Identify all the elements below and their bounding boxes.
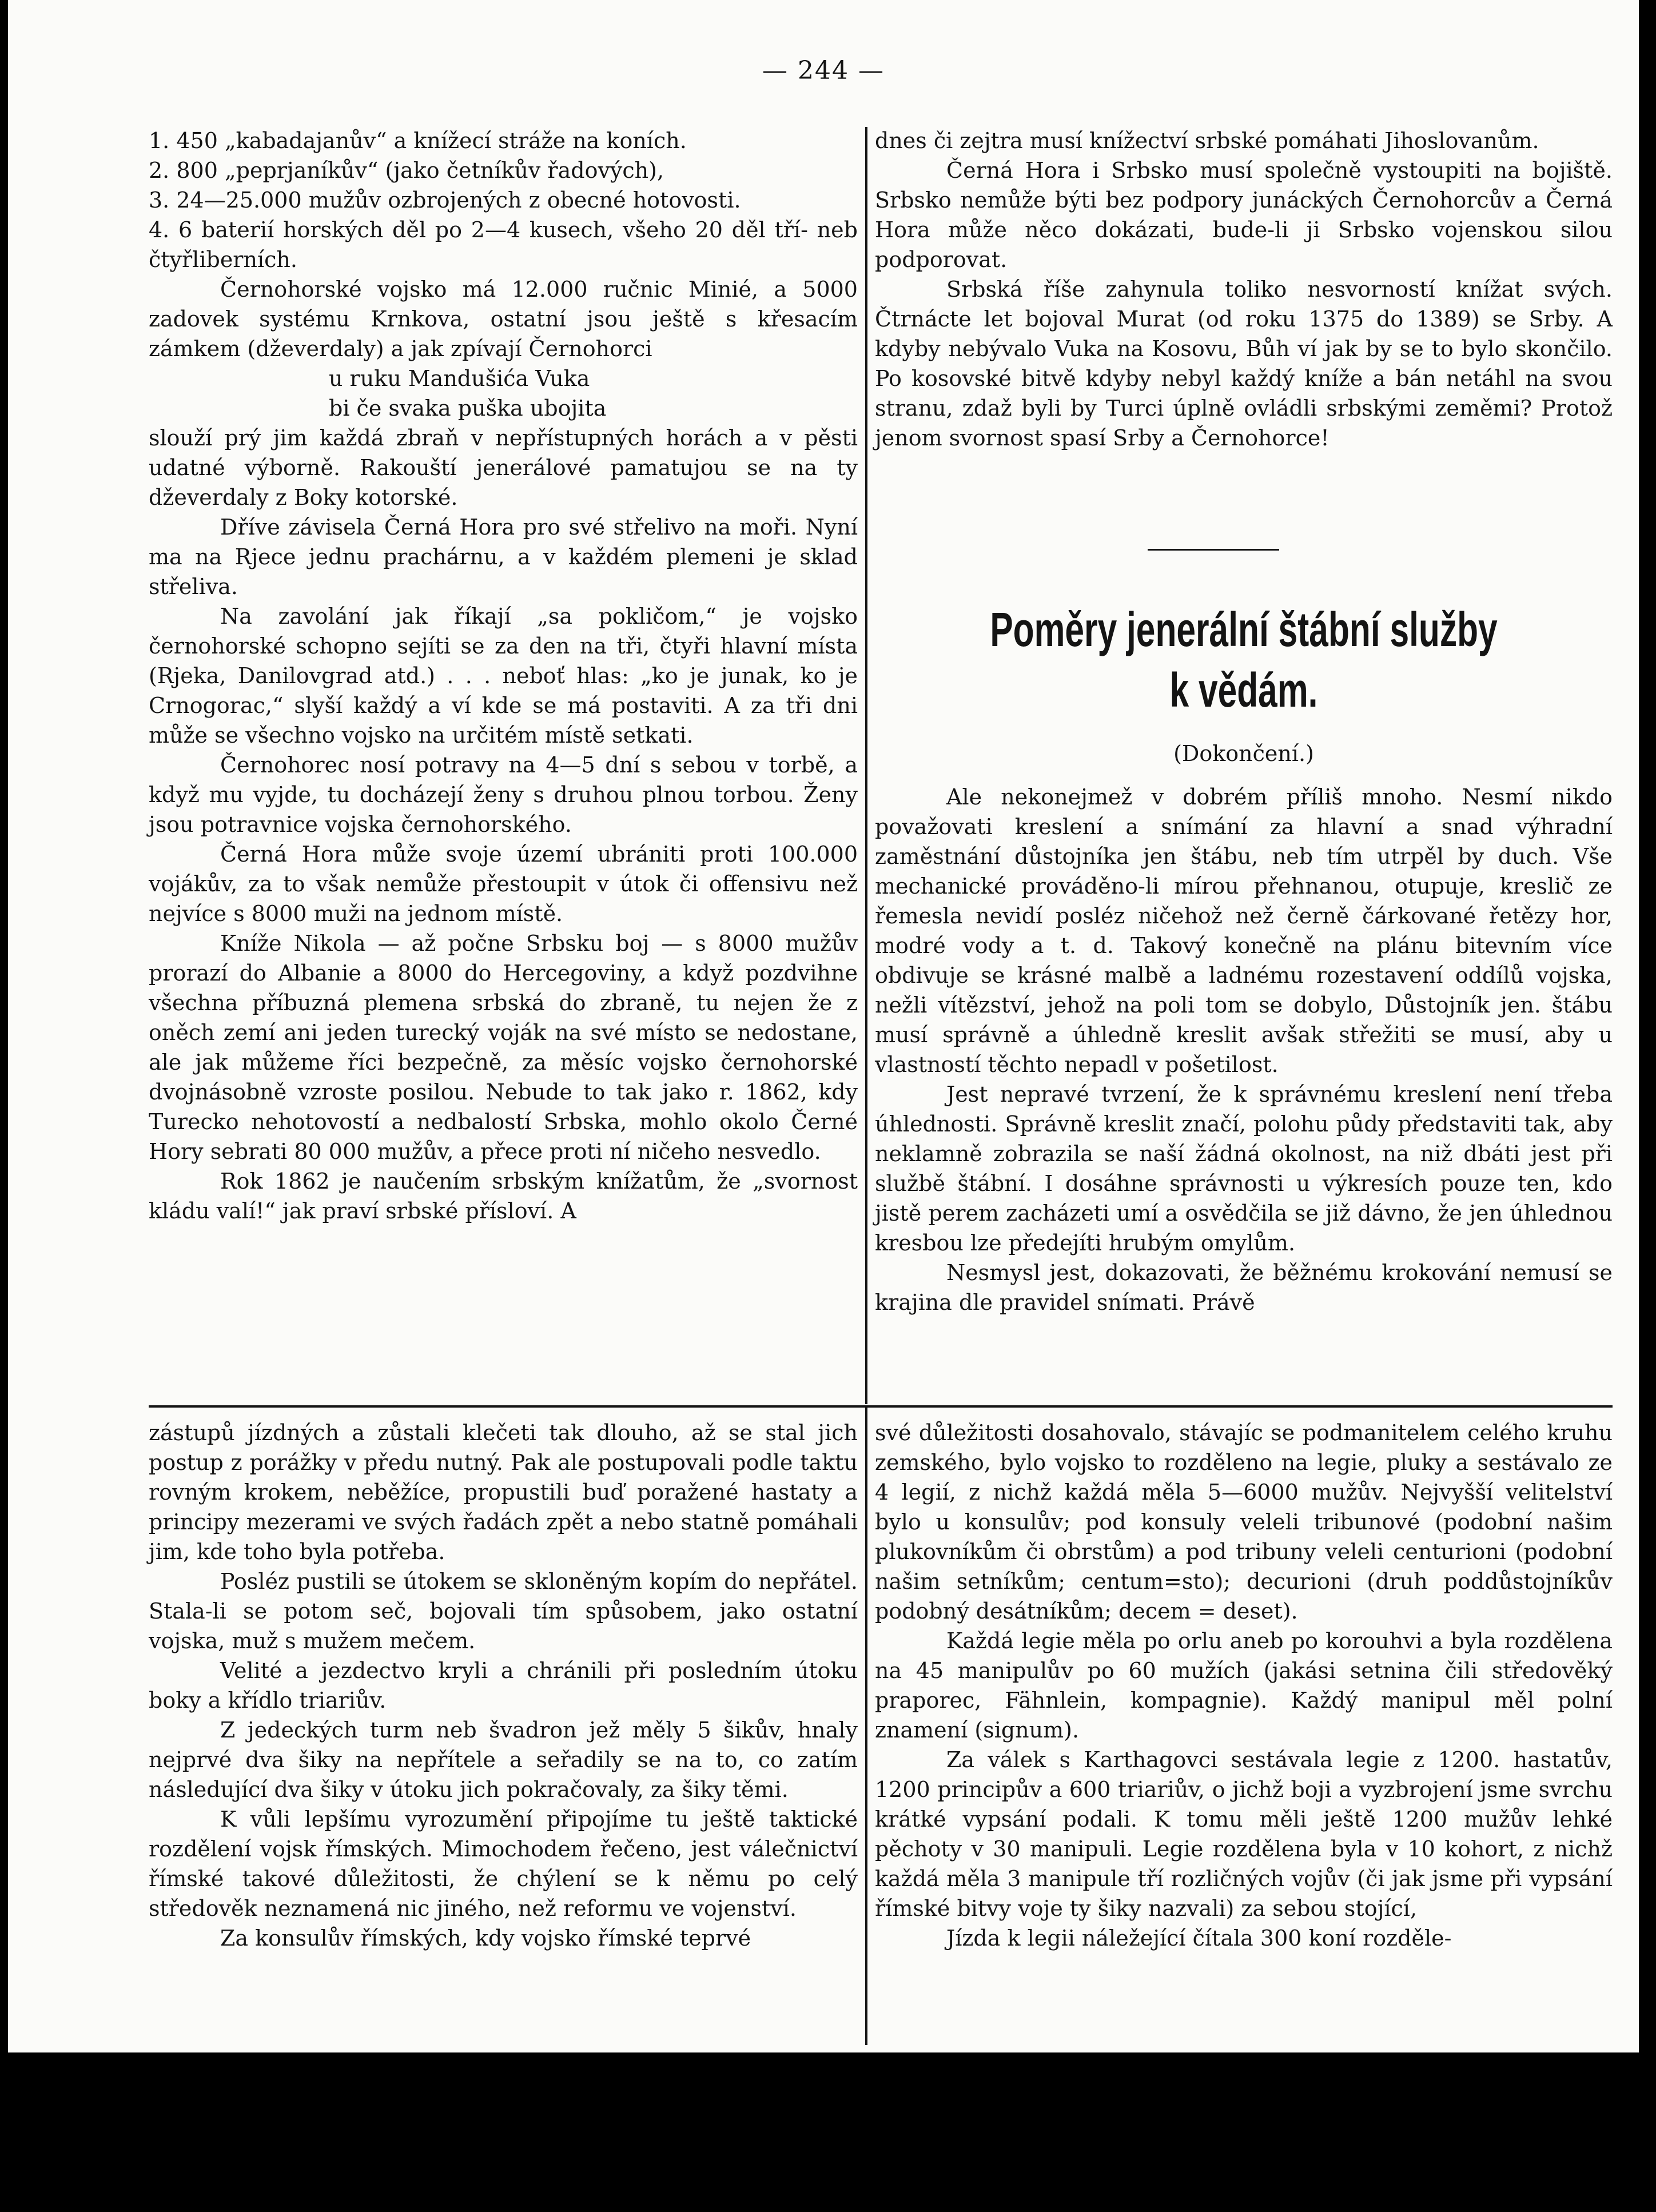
paragraph: své důležitosti dosahovalo, stávajíc se podmanitelem celého kruhu zemského, bylo vojsko to rozděleno na legie, pluky a sestávalo ze 4 legií, z nichž každá měla 5—6000 mužův. Nejvyšší velitelství bylo u konsulův; pod konsuly veleli tribunové (podobní našim plukovníkům či obrstům) a pod tribuny veleli centurioni (podobní našim setníkům; centum=sto); decurioni (druh poddůstojníkův podobný desátníkům; decem = deset). [875,1420,1613,1624]
article-title: Poměry jenerální štábní služby k vědám. [990,603,1498,717]
paragraph: Za válek s Karthagovci sestávala legie z 1200. hastatův, 1200 principův a 600 triariův, o jichž boji a vyzbrojení jsme svrchu krátké vypsání podali. K tomu měli ještě 1200 mužův lehké pěchoty v 30 manipuli. Legie rozdělena byla v 10 kohort, z nichž každá měla 3 manipule tří rozličných vojův (či jak jsme při vypsání římské bitvy voje ty šiky nazvali) za sebou stojící, [875,1747,1613,1921]
paragraph: Každá legie měla po orlu aneb po korouhvi a byla rozdělena na 45 manipulův po 60 mužích (jakási setnina čili středověký praporec, Fähnlein, kompagnie). Každý manipul měl polní znamení (signum). [875,1628,1613,1743]
paragraph: Za konsulův římských, kdy vojsko římské teprvé [220,1926,751,1951]
article-body [875,782,1613,1317]
upper-right-column [875,126,1613,453]
paragraph: Nesmysl jest, dokazovati, že běžnému krokování nemusí se krajina dle pravidel snímati. Právě [875,1260,1613,1315]
upper-left-column [149,126,858,1226]
paragraph: Velité a jezdectvo kryli a chránili při posledním útoku boky a křídlo triariův. [149,1658,858,1713]
paragraph: Jest nepravé tvrzení, že k správnému kreslení není třeba úhlednosti. Správně kreslit značí, polohu půdy představiti tak, aby neklamně zobrazila se naší žádná okolnost, na niž dbáti jest při službě štábní. I dosáhne správnosti u výkresích pouze ten, kdo jistě perem zacházeti umí a osvědčila se již dávno, že jen úhlednou kresbou lze předejíti hrubým omylům. [875,1082,1613,1256]
paragraph: Černá Hora i Srbsko musí společně vystoupiti na bojiště. Srbsko nemůže býti bez podpory junáckých Černohorcův a Černá Hora může něco dokázati, bude-li ji Srbsko vojenskou silou podporovat. [875,158,1613,272]
paragraph: Kníže Nikola — až počne Srbsku boj — s 8000 mužův prorazí do Albanie a 8000 do Hercegoviny, a když pozdvihne všechna příbuzná plemena srbská do zbraně, tu nejen že z oněch zemí ani jeden turecký voják na své místo se nedostane, ale jak můžeme říci bezpečně, za měsíc vojsko černohorské dvojnásobně vzroste posilou. Nebude to tak jako r. 1862, kdy Turecko nehotovostí a nedbalostí Srbska, mohlo okolo Černé Hory sebrati 80 000 mužův, a přece proti ní ničeho nesvedlo. [149,931,858,1164]
column-divider [865,127,867,1404]
article-subtitle: (Dokončení.) [1173,741,1314,766]
newspaper-page [8,0,1639,2052]
paragraph: Jízda k legii náležející čítala 300 koní rozděle- [946,1926,1452,1951]
paragraph: K vůli lepšímu vyrozumění připojíme tu ještě taktické rozdělení vojsk římských. Mimochodem řečeno, jest válečnictví římské takové důležitosti, že chýlení se k němu po celý středověk neznamená nic jiného, než reformu ve vojenství. [149,1807,858,1921]
paragraph: Posléz pustili se útokem se skloněným kopím do nepřátel. Stala-li se potom seč, bojovali tím spůsobem, jako ostatní vojska, muž s mužem mečem. [149,1569,858,1653]
column-divider [865,1408,867,2045]
paragraph: Černohorské vojsko má 12.000 ručnic Minié, a 5000 zadovek systému Krnkova, ostatní jsou ještě s křesacím zámkem (dževerdaly) a jak zpívají Černohorci [149,277,858,361]
paragraph: Rok 1862 je naučením srbským knížatům, že „svornost kládu valí!“ jak praví srbské přísloví. A [149,1169,858,1223]
paragraph: Ale nekonejmež v dobrém příliš mnoho. Nesmí nikdo považovati kreslení a snímání za hlavní a snad výhradní zaměstnání důstojníka jen štábu, neb tím utrpěl by duch. Vše mechanické prováděno-li mírou přehnanou, otupuje, kreslič ze řemesla nevidí posléz ničehož než černě čárkované řetězy hor, modré vody a t. d. Takový konečně na plánu bitevním více obdivuje se krásné malbě a ladnému rozestavení oddílů vojska, nežli vítězství, jehož na poli tom se dobylo, Důstojník jen. štábu musí správně a úhledně kreslit avšak střežiti se musí, aby u vlastností těchto nepadl v pošetilost. [875,784,1613,1077]
list-item: 2. 800 „peprjaníkův“ (jako četníkův řadových), [149,158,664,183]
paragraph: Černá Hora může svoje území ubrániti proti 100.000 vojákův, za to však nemůže přestoupit v útok či offensivu než nejvíce s 8000 muži na jednom místě. [149,842,858,926]
paragraph: dnes či zejtra musí knížectví srbské pomáhati Jihoslovanům. [875,128,1539,153]
paragraph: Na zavolání jak říkají „sa pokličom,“ je vojsko černohorské schopno sejíti se za den na tři, čtyři hlavní místa (Rjeka, Danilovgrad atd.) . . . neboť hlas: „ko je junak, ko je Crnogorac,“ slyší každý a ví kde se má postaviti. A za tři dni může se všechno vojsko na určitém místě setkati. [149,604,858,748]
list-item: 1. 450 „kabadajanův“ a knížecí stráže na koních. [149,128,687,153]
paragraph: slouží prý jim každá zbraň v nepřístupných horách a v pěsti udatné výborně. Rakouští jenerálové pamatujou se na ty dževerdaly z Boky kotorské. [149,425,858,510]
list-item: 4. 6 baterií horských děl po 2—4 kusech, všeho 20 děl tří- neb čtyřliberních. [149,217,858,272]
verse-line: u ruku Mandušića Vuka [329,366,590,391]
paragraph: Dříve závisela Černá Hora pro své střelivo na moři. Nyní ma na Rjece jednu prachárnu, a v každém plemeni je sklad střeliva. [149,515,858,599]
paragraph: zástupů jízdných a zůstali klečeti tak dlouho, až se stal jich postup z porážky v předu nutný. Pak ale postupovali podle taktu rovným krokem, neběžíce, propustili buď poražené hastaty a principy mezerami ve svých řadách zpět a nebo statně pomáhali jim, kde toho byla potřeba. [149,1420,858,1564]
lower-right-column [875,1418,1613,1953]
lower-left-column [149,1418,858,1953]
page-number: — 244 — [762,56,885,85]
section-separator [1148,549,1279,551]
horizontal-divider [149,1405,1613,1408]
paragraph: Z jedeckých turm neb švadron jež měly 5 šikův, hnaly nejprvé dva šiky na nepřítele a seřadily se na to, co zatím následující dva šiky v útoku jich pokračovaly, za šiky těmi. [149,1717,858,1802]
paragraph: Černohorec nosí potravy na 4—5 dní s sebou v torbě, a když mu vyjde, tu docházejí ženy s druhou plnou torbou. Ženy jsou potravnice vojska černohorského. [149,752,858,837]
list-item: 3. 24—25.000 mužův ozbrojených z obecné hotovosti. [149,188,741,213]
paragraph: Srbská říše zahynula toliko nesvorností knížat svých. Čtrnácte let bojoval Murat (od roku 1375 do 1389) se Srby. A kdyby nebývalo Vuka na Kosovu, Bůh ví jak by se to bylo skončilo. Po kosovské bitvě kdyby nebyl každý kníže a bán netáhl na svou stranu, zdaž byli by Turci úplně ovládli srbskými zeměmi? Protož jenom svornost spasí Srby a Černohorce! [875,277,1613,451]
verse-line: bi če svaka puška ubojita [329,396,607,421]
